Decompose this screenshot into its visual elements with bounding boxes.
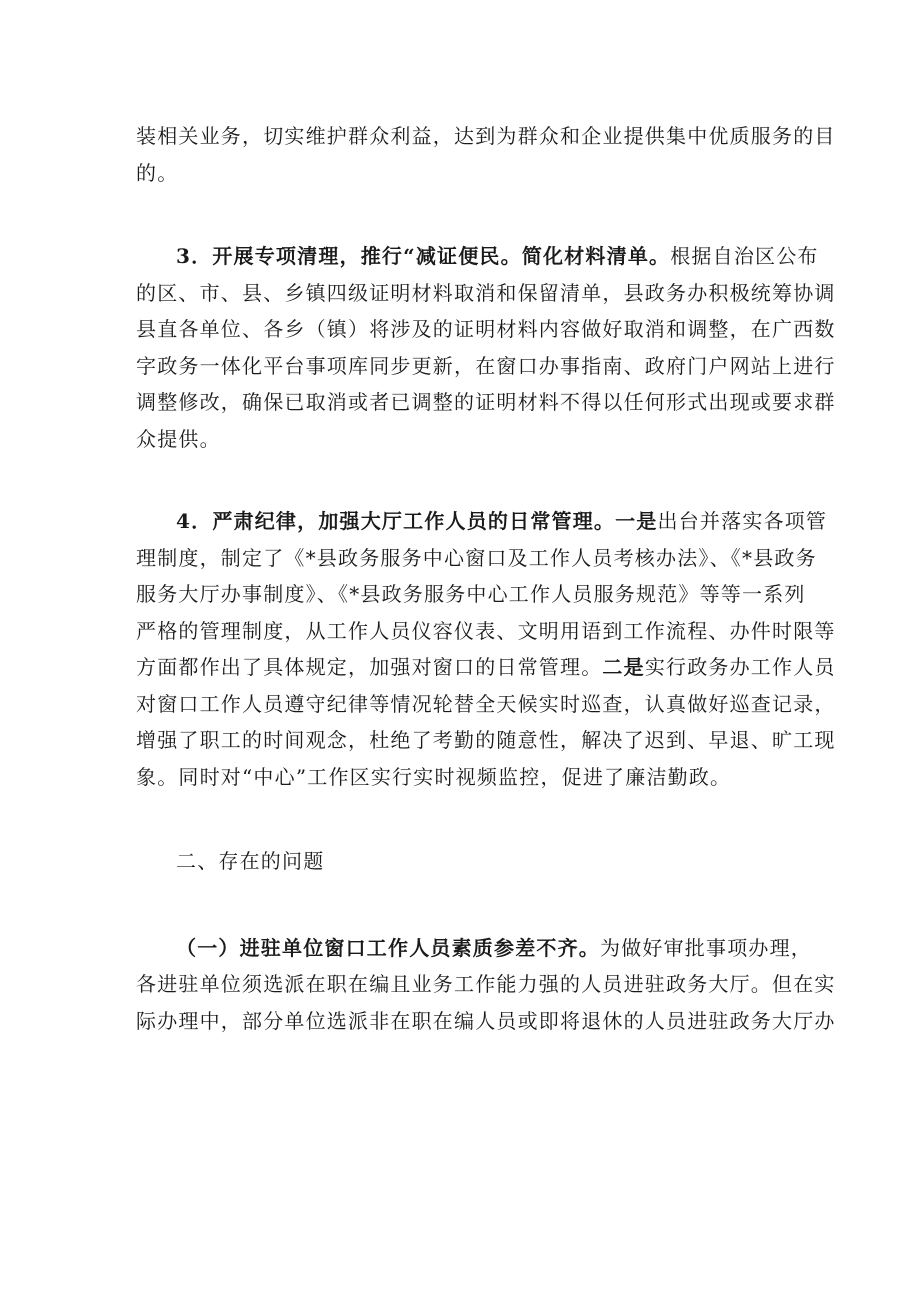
text-line: 的区、市、县、乡镇四级证明材料取消和保留清单，县政务办积极统筹协调 [136,280,836,305]
text-line: 际办理中，部分单位选派非在职在编人员或即将退休的人员进驻政务大厅办 [136,1008,836,1033]
paragraph-3-line-5-bold: 二是 [602,655,645,679]
text-line: 各进驻单位须选派在职在编且业务工作能力强的人员进驻政务大厅。但在实 [136,972,836,996]
paragraph-4 [136,930,836,1040]
text-line: 增强了职工的时间观念，杜绝了考勤的随意性，解决了迟到、早退、旷工现 [136,728,836,752]
paragraph-3-line-5-a: 方面都作出了具体规定，加强对窗口的日常管理。 [136,655,603,679]
text-line: 众提供。 [136,426,221,451]
text-line [136,649,836,686]
text-line: 县直各单位、各乡（镇）将涉及的证明材料内容做好取消和调整，在广西数 [136,317,836,341]
document-body [136,118,836,1039]
text-line: 对窗口工作人员遵守纪律等情况轮替全天候实时巡查，认真做好巡查记录， [136,691,836,716]
text-line: 调整修改，确保已取消或者已调整的证明材料不得以任何形式出现或要求群 [136,390,836,414]
text-line: 装相关业务，切实维护群众利益，达到为群众和企业提供集中优质服务的目 [136,124,836,148]
section-heading: 二、存在的问题 [176,849,325,873]
paragraph-3-bold-lead: 4．严肃纪律，加强大厅工作人员的日常管理。一是 [176,509,658,533]
paragraph-4-line-1-rest: 为做好审批事项办理， [600,935,812,960]
text-line [136,930,812,967]
paragraph-3 [136,503,836,795]
text-line: 严格的管理制度，从工作人员仪容仪表、文明用语到工作流程、办件时限等 [136,618,836,643]
paragraph-3-line-5-b: 实行政务办工作人员 [644,655,836,679]
text-line [136,238,819,275]
text-line: 象。同时对“中心”工作区实行实时视频监控，促进了廉洁勤政。 [136,764,732,789]
text-line [136,503,828,540]
text-line: 的。 [136,160,179,185]
paragraph-1 [136,118,836,191]
paragraph-4-bold-lead: （一）进驻单位窗口工作人员素质参差不齐。 [176,935,600,960]
paragraph-2-bold-lead: 3．开展专项清理，推行“减证便民。简化材料清单。 [176,244,671,268]
paragraph-2 [136,238,836,457]
paragraph-3-line-1-rest: 出台并落实各项管 [657,509,828,533]
text-line: 理制度，制定了《*县政务服务中心窗口及工作人员考核办法》、《*县政务 [136,545,817,570]
text-line: 服务大厅办事制度》、《*县政务服务中心工作人员服务规范》等等一系列 [136,582,806,606]
paragraph-2-line-1-rest: 根据自治区公布 [670,244,819,268]
text-line: 字政务一体化平台事项库同步更新，在窗口办事指南、政府门户网站上进行 [136,353,836,378]
